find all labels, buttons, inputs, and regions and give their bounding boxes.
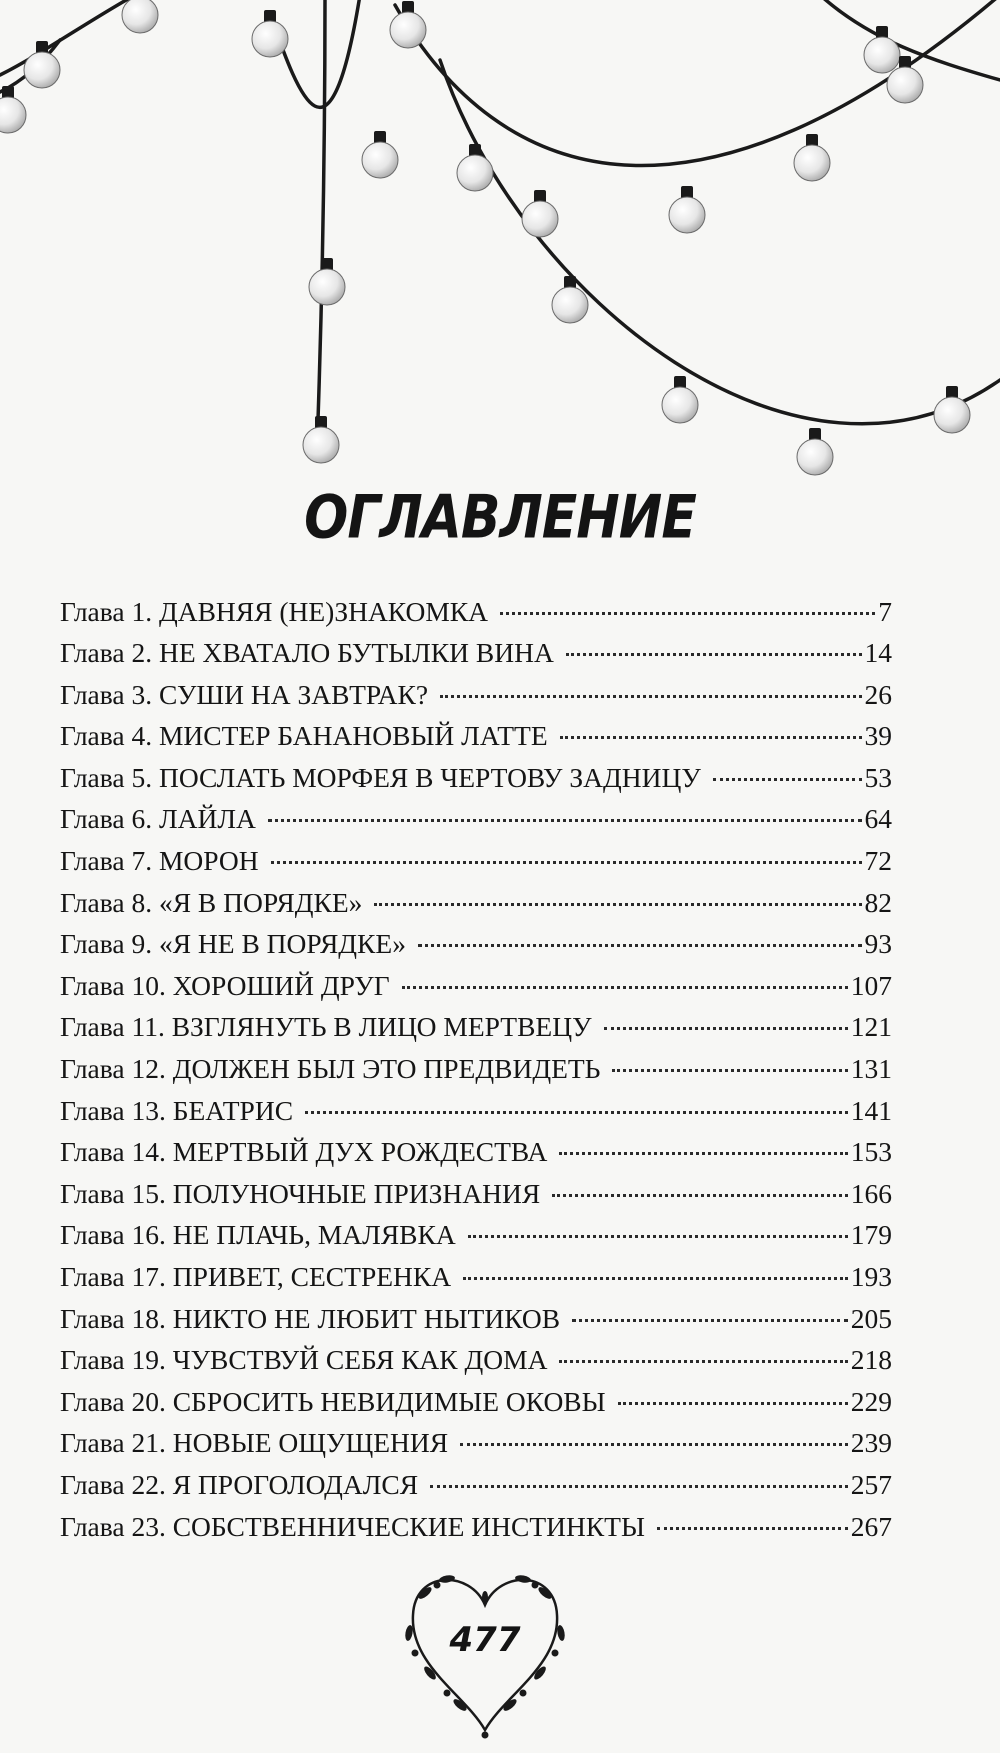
- chapter-page: 205: [850, 1302, 892, 1334]
- dot-leader: [612, 1042, 847, 1073]
- chapter-page: 257: [850, 1468, 892, 1500]
- dot-leader: [572, 1291, 848, 1322]
- dot-leader: [559, 1125, 847, 1156]
- table-of-contents: [60, 590, 892, 1547]
- chapter-page: 131: [850, 1053, 892, 1085]
- dot-leader: [566, 626, 862, 657]
- dot-leader: [500, 584, 875, 615]
- chapter-title: Глава 11. ВЗГЛЯНУТЬ В ЛИЦО МЕРТВЕЦУ: [60, 1011, 592, 1043]
- dot-leader: [305, 1083, 848, 1114]
- chapter-title: Глава 20. СБРОСИТЬ НЕВИДИМЫЕ ОКОВЫ: [60, 1385, 606, 1417]
- chapter-title: Глава 22. Я ПРОГОЛОДАЛСЯ: [60, 1468, 419, 1500]
- dot-leader: [713, 750, 862, 781]
- dot-leader: [271, 834, 862, 865]
- string-lights-icon: [0, 0, 1000, 540]
- chapter-title: Глава 4. МИСТЕР БАНАНОВЫЙ ЛАТТЕ: [60, 720, 548, 752]
- dot-leader: [460, 1416, 848, 1447]
- chapter-page: 107: [850, 969, 892, 1001]
- chapter-title: Глава 17. ПРИВЕТ, СЕСТРЕНКА: [60, 1261, 452, 1292]
- chapter-page: 39: [864, 720, 892, 752]
- page-number: 477: [449, 1620, 521, 1660]
- chapter-title: Глава 8. «Я В ПОРЯДКЕ»: [60, 886, 363, 918]
- chapter-title: Глава 6. ЛАЙЛА: [60, 803, 256, 835]
- chapter-title: Глава 3. СУШИ НА ЗАВТРАК?: [60, 678, 429, 710]
- chapter-title: Глава 18. НИКТО НЕ ЛЮБИТ НЫТИКОВ: [60, 1302, 561, 1334]
- chapter-page: 64: [864, 803, 892, 835]
- dot-leader: [468, 1208, 848, 1239]
- chapter-page: 53: [864, 761, 892, 793]
- chapter-title: Глава 10. ХОРОШИЙ ДРУГ: [60, 969, 390, 1001]
- chapter-title: Глава 2. НЕ ХВАТАЛО БУТЫЛКИ ВИНА: [60, 637, 554, 669]
- dot-leader: [604, 1000, 848, 1031]
- chapter-page: 153: [850, 1136, 892, 1168]
- chapter-page: 72: [864, 845, 892, 877]
- dot-leader: [463, 1250, 848, 1281]
- chapter-title: Глава 5. ПОСЛАТЬ МОРФЕЯ В ЧЕРТОВУ ЗАДНИЦУ: [60, 761, 701, 793]
- chapter-title: Глава 7. МОРОН: [60, 845, 259, 877]
- dot-leader: [402, 958, 848, 989]
- chapter-page: 7: [878, 595, 892, 627]
- chapter-page: 239: [850, 1427, 892, 1459]
- chapter-title: Глава 1. ДАВНЯЯ (НЕ)ЗНАКОМКА: [60, 595, 488, 627]
- chapter-page: 229: [850, 1385, 892, 1417]
- chapter-page: 26: [864, 678, 892, 710]
- chapter-title: Глава 9. «Я НЕ В ПОРЯДКЕ»: [60, 928, 406, 960]
- chapter-page: 193: [850, 1261, 892, 1292]
- chapter-title: Глава 23. СОБСТВЕННИЧЕСКИЕ ИНСТИНКТЫ: [60, 1510, 645, 1542]
- chapter-page: 82: [864, 886, 892, 918]
- dot-leader: [374, 875, 861, 906]
- chapter-title: Глава 16. НЕ ПЛАЧЬ, МАЛЯВКА: [60, 1219, 456, 1251]
- chapter-title: Глава 12. ДОЛЖЕН БЫЛ ЭТО ПРЕДВИДЕТЬ: [60, 1053, 601, 1085]
- dot-leader: [440, 667, 861, 698]
- toc-entry[interactable]: [60, 1505, 892, 1547]
- chapter-page: 267: [850, 1510, 892, 1542]
- chapter-title: Глава 19. ЧУВСТВУЙ СЕБЯ КАК ДОМА: [60, 1344, 548, 1376]
- dot-leader: [560, 709, 862, 740]
- chapter-title: Глава 14. МЕРТВЫЙ ДУХ РОЖДЕСТВА: [60, 1136, 548, 1168]
- dot-leader: [430, 1457, 848, 1488]
- chapter-page: 93: [864, 928, 892, 960]
- dot-leader: [552, 1166, 848, 1197]
- chapter-title: Глава 13. БЕАТРИС: [60, 1094, 294, 1126]
- page-title: ОГЛАВЛЕНИЕ: [304, 483, 696, 553]
- chapter-page: 218: [850, 1344, 892, 1376]
- dot-leader: [268, 792, 862, 823]
- chapter-page: 121: [850, 1011, 892, 1043]
- dot-leader: [618, 1374, 848, 1405]
- dot-leader: [559, 1333, 847, 1364]
- dot-leader: [418, 917, 862, 948]
- chapter-page: 179: [850, 1219, 892, 1251]
- chapter-page: 14: [864, 637, 892, 669]
- chapter-page: 166: [850, 1177, 892, 1209]
- chapter-title: Глава 15. ПОЛУНОЧНЫЕ ПРИЗНАНИЯ: [60, 1177, 541, 1209]
- chapter-title: Глава 21. НОВЫЕ ОЩУЩЕНИЯ: [60, 1427, 449, 1459]
- dot-leader: [657, 1499, 848, 1530]
- chapter-page: 141: [850, 1094, 892, 1126]
